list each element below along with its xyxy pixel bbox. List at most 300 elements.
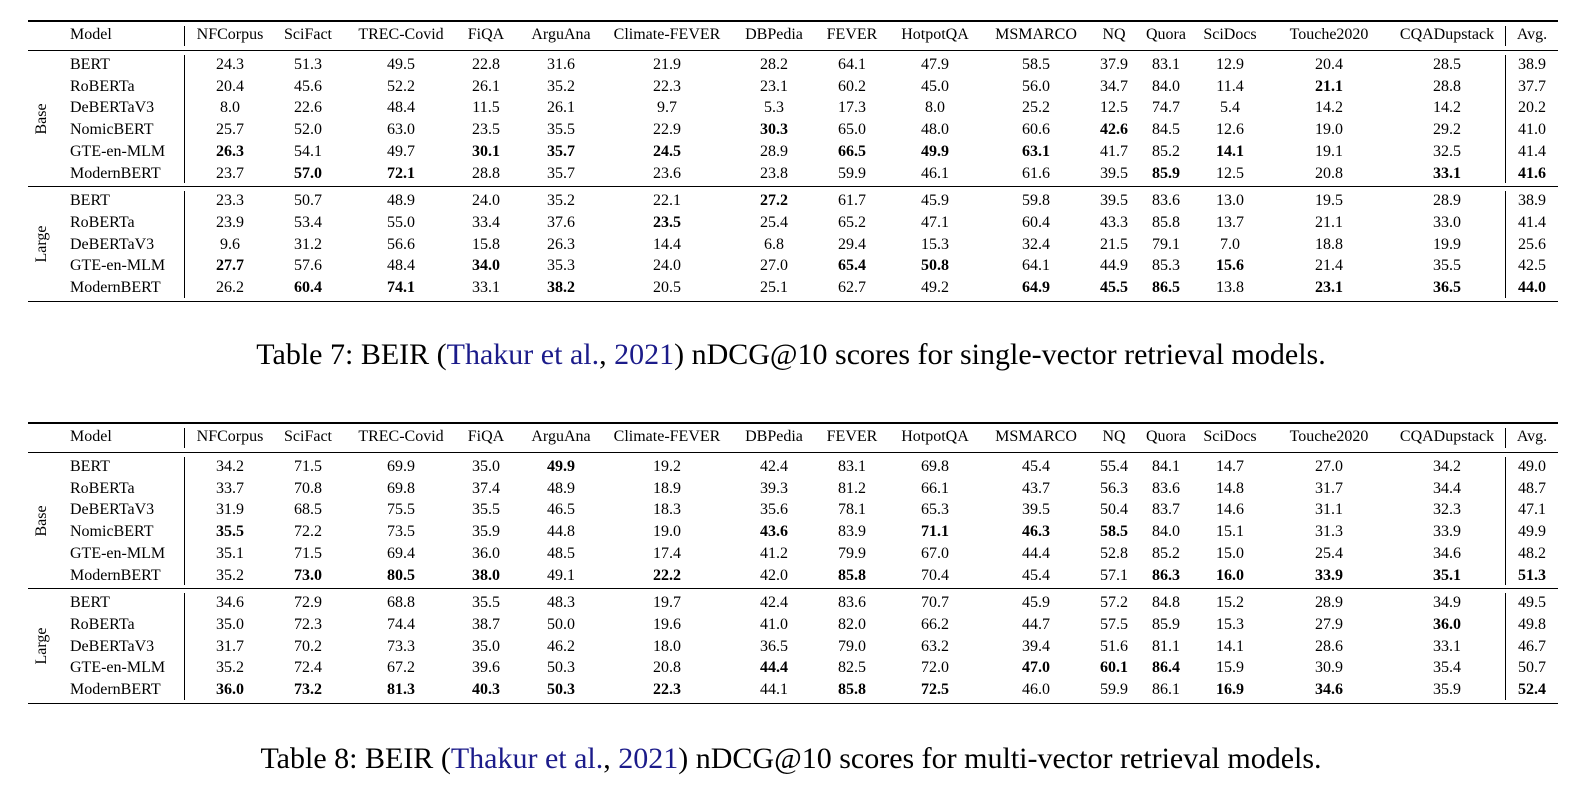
score-cell: 38.9 bbox=[1518, 192, 1546, 210]
score-cell: 46.2 bbox=[547, 637, 575, 655]
group-label bbox=[28, 54, 56, 184]
score-cell: 46.1 bbox=[921, 164, 949, 182]
score-cell: 85.2 bbox=[1152, 142, 1180, 160]
model-name: ModernBERT bbox=[70, 279, 161, 296]
score-cell: 45.4 bbox=[1022, 566, 1050, 584]
column-header: TREC-Covid bbox=[358, 26, 444, 43]
score-cell: 35.7 bbox=[547, 142, 575, 160]
score-cell: 25.7 bbox=[216, 121, 244, 139]
group-label-text: Base bbox=[33, 103, 50, 135]
score-cell: 20.8 bbox=[1315, 164, 1343, 182]
score-cell: 5.3 bbox=[764, 99, 784, 117]
score-cell: 84.0 bbox=[1152, 523, 1180, 541]
score-cell: 83.1 bbox=[838, 458, 866, 475]
score-cell: 44.4 bbox=[1022, 544, 1050, 562]
score-cell: 64.1 bbox=[1022, 257, 1050, 275]
table-rule bbox=[28, 301, 1558, 303]
score-cell: 61.7 bbox=[838, 192, 866, 210]
score-cell: 72.0 bbox=[921, 659, 949, 677]
score-cell: 56.0 bbox=[1022, 77, 1050, 95]
score-cell: 72.1 bbox=[387, 164, 415, 182]
score-cell: 45.9 bbox=[1022, 594, 1050, 612]
column-header: Avg. bbox=[1516, 428, 1548, 445]
score-cell: 26.3 bbox=[547, 235, 575, 253]
score-cell: 15.3 bbox=[1216, 615, 1244, 633]
column-header: ArguAna bbox=[531, 26, 591, 43]
score-cell: 84.1 bbox=[1152, 458, 1180, 475]
score-cell: 20.4 bbox=[216, 77, 244, 95]
score-cell: 51.3 bbox=[1518, 566, 1546, 584]
score-cell: 57.2 bbox=[1100, 594, 1128, 612]
score-cell: 55.0 bbox=[387, 213, 415, 231]
score-cell: 34.0 bbox=[472, 257, 500, 275]
score-cell: 63.0 bbox=[387, 121, 415, 139]
score-cell: 37.6 bbox=[547, 213, 575, 231]
score-cell: 74.7 bbox=[1152, 99, 1180, 117]
score-cell: 9.7 bbox=[657, 99, 677, 117]
score-cell: 48.2 bbox=[1518, 544, 1546, 562]
score-cell: 28.8 bbox=[1433, 77, 1461, 95]
score-cell: 81.3 bbox=[387, 681, 415, 698]
column-header: SciFact bbox=[284, 428, 332, 445]
score-cell: 20.8 bbox=[653, 659, 681, 677]
score-cell: 19.0 bbox=[1315, 121, 1343, 139]
score-cell: 86.4 bbox=[1152, 659, 1180, 677]
score-cell: 25.2 bbox=[1022, 99, 1050, 117]
score-cell: 74.1 bbox=[387, 279, 415, 296]
column-header: Quora bbox=[1146, 26, 1186, 43]
score-cell: 52.8 bbox=[1100, 544, 1128, 562]
score-cell: 39.6 bbox=[472, 659, 500, 677]
score-cell: 41.4 bbox=[1518, 213, 1546, 231]
score-cell: 38.0 bbox=[472, 566, 500, 584]
score-cell: 68.8 bbox=[387, 594, 415, 612]
score-cell: 45.9 bbox=[921, 192, 949, 210]
column-header: FiQA bbox=[467, 428, 505, 445]
score-cell: 80.5 bbox=[387, 566, 415, 584]
score-cell: 26.2 bbox=[216, 279, 244, 296]
score-cell: 8.0 bbox=[220, 99, 240, 117]
score-cell: 52.0 bbox=[294, 121, 322, 139]
score-cell: 22.2 bbox=[653, 566, 681, 584]
score-cell: 50.4 bbox=[1100, 501, 1128, 519]
score-cell: 12.5 bbox=[1216, 164, 1244, 182]
score-cell: 42.4 bbox=[760, 458, 788, 475]
score-cell: 43.3 bbox=[1100, 213, 1128, 231]
model-name: RoBERTa bbox=[70, 615, 135, 633]
group-label bbox=[28, 456, 56, 586]
column-header: DBPedia bbox=[745, 26, 803, 43]
table-row bbox=[28, 592, 1558, 614]
score-cell: 16.0 bbox=[1216, 566, 1244, 584]
score-cell: 63.2 bbox=[921, 637, 949, 655]
score-cell: 67.2 bbox=[387, 659, 415, 677]
score-cell: 12.6 bbox=[1216, 121, 1244, 139]
table-rule bbox=[28, 50, 1558, 51]
score-cell: 42.0 bbox=[760, 566, 788, 584]
score-cell: 35.9 bbox=[1433, 681, 1461, 698]
score-cell: 35.5 bbox=[1433, 257, 1461, 275]
citation-year-link[interactable]: 2021 bbox=[618, 742, 679, 775]
score-cell: 38.2 bbox=[547, 279, 575, 296]
score-cell: 45.4 bbox=[1022, 458, 1050, 475]
model-name: GTE-en-MLM bbox=[70, 659, 166, 677]
score-cell: 84.8 bbox=[1152, 594, 1180, 612]
score-cell: 35.5 bbox=[472, 501, 500, 519]
score-cell: 44.4 bbox=[760, 659, 788, 677]
group-label-text: Large bbox=[33, 627, 50, 665]
score-cell: 36.5 bbox=[1433, 279, 1461, 296]
score-cell: 15.6 bbox=[1216, 257, 1244, 275]
score-cell: 35.2 bbox=[547, 77, 575, 95]
column-divider bbox=[184, 26, 185, 46]
score-cell: 58.5 bbox=[1100, 523, 1128, 541]
score-cell: 41.0 bbox=[760, 615, 788, 633]
score-cell: 15.3 bbox=[921, 235, 949, 253]
score-cell: 23.5 bbox=[472, 121, 500, 139]
model-name: GTE-en-MLM bbox=[70, 544, 166, 562]
score-cell: 69.8 bbox=[921, 458, 949, 475]
model-name: GTE-en-MLM bbox=[70, 142, 166, 160]
column-header: HotpotQA bbox=[901, 26, 969, 43]
score-cell: 64.9 bbox=[1022, 279, 1050, 296]
citation-year-link[interactable]: 2021 bbox=[614, 338, 675, 371]
score-cell: 39.5 bbox=[1022, 501, 1050, 519]
score-cell: 41.7 bbox=[1100, 142, 1128, 160]
score-cell: 69.8 bbox=[387, 479, 415, 497]
score-cell: 30.9 bbox=[1315, 659, 1343, 677]
score-cell: 49.5 bbox=[387, 56, 415, 73]
table-rule bbox=[28, 20, 1558, 22]
score-cell: 21.9 bbox=[653, 56, 681, 73]
score-cell: 34.9 bbox=[1433, 594, 1461, 612]
score-cell: 31.6 bbox=[547, 56, 575, 73]
column-divider bbox=[184, 593, 185, 700]
table-row bbox=[28, 456, 1558, 478]
score-cell: 39.5 bbox=[1100, 192, 1128, 210]
score-cell: 36.5 bbox=[760, 637, 788, 655]
score-cell: 28.9 bbox=[760, 142, 788, 160]
score-cell: 36.0 bbox=[472, 544, 500, 562]
table-row bbox=[28, 499, 1558, 521]
score-cell: 34.4 bbox=[1433, 479, 1461, 497]
score-cell: 22.3 bbox=[653, 77, 681, 95]
score-cell: 22.1 bbox=[653, 192, 681, 210]
score-cell: 27.9 bbox=[1315, 615, 1343, 633]
score-cell: 49.1 bbox=[547, 566, 575, 584]
score-cell: 33.1 bbox=[1433, 637, 1461, 655]
model-name: RoBERTa bbox=[70, 77, 135, 95]
column-header: MSMARCO bbox=[995, 428, 1077, 445]
column-header: FEVER bbox=[826, 26, 878, 43]
score-cell: 23.7 bbox=[216, 164, 244, 182]
score-cell: 35.9 bbox=[472, 523, 500, 541]
score-cell: 67.0 bbox=[921, 544, 949, 562]
score-cell: 86.3 bbox=[1152, 566, 1180, 584]
score-cell: 14.8 bbox=[1216, 479, 1244, 497]
score-cell: 49.9 bbox=[921, 142, 949, 160]
score-cell: 33.9 bbox=[1433, 523, 1461, 541]
model-name: DeBERTaV3 bbox=[70, 501, 155, 519]
column-divider bbox=[1505, 457, 1506, 585]
score-cell: 85.3 bbox=[1152, 257, 1180, 275]
model-name: NomicBERT bbox=[70, 523, 154, 541]
score-cell: 37.9 bbox=[1100, 56, 1128, 73]
score-cell: 50.0 bbox=[547, 615, 575, 633]
score-cell: 14.2 bbox=[1433, 99, 1461, 117]
score-cell: 22.3 bbox=[653, 681, 681, 698]
column-header: TREC-Covid bbox=[358, 428, 444, 445]
score-cell: 60.4 bbox=[1022, 213, 1050, 231]
score-cell: 11.4 bbox=[1216, 77, 1244, 95]
score-cell: 33.9 bbox=[1315, 566, 1343, 584]
score-cell: 19.5 bbox=[1315, 192, 1343, 210]
table-row bbox=[28, 54, 1558, 76]
score-cell: 23.8 bbox=[760, 164, 788, 182]
score-cell: 31.7 bbox=[216, 637, 244, 655]
score-cell: 21.1 bbox=[1315, 77, 1343, 95]
model-name: RoBERTa bbox=[70, 479, 135, 497]
score-cell: 29.4 bbox=[838, 235, 866, 253]
score-cell: 34.7 bbox=[1100, 77, 1128, 95]
score-cell: 71.5 bbox=[294, 544, 322, 562]
score-cell: 59.8 bbox=[1022, 192, 1050, 210]
score-cell: 74.4 bbox=[387, 615, 415, 633]
column-header: NQ bbox=[1102, 428, 1126, 445]
score-cell: 15.2 bbox=[1216, 594, 1244, 612]
score-cell: 20.4 bbox=[1315, 56, 1343, 73]
score-cell: 32.4 bbox=[1022, 235, 1050, 253]
score-cell: 57.5 bbox=[1100, 615, 1128, 633]
score-cell: 49.9 bbox=[1518, 523, 1546, 541]
score-cell: 35.5 bbox=[472, 594, 500, 612]
score-cell: 79.1 bbox=[1152, 235, 1180, 253]
score-cell: 59.9 bbox=[838, 164, 866, 182]
score-cell: 21.4 bbox=[1315, 257, 1343, 275]
score-cell: 47.9 bbox=[921, 56, 949, 73]
score-cell: 83.6 bbox=[1152, 192, 1180, 210]
model-name: ModernBERT bbox=[70, 681, 161, 698]
score-cell: 15.8 bbox=[472, 235, 500, 253]
score-cell: 84.5 bbox=[1152, 121, 1180, 139]
table-row bbox=[28, 97, 1558, 119]
citation-author-link[interactable]: Thakur et al. bbox=[450, 742, 604, 775]
column-header: FiQA bbox=[467, 26, 505, 43]
score-cell: 41.0 bbox=[1518, 121, 1546, 139]
score-cell: 26.3 bbox=[216, 142, 244, 160]
column-header: Avg. bbox=[1516, 26, 1548, 43]
score-cell: 14.4 bbox=[653, 235, 681, 253]
score-cell: 71.5 bbox=[294, 458, 322, 475]
column-header: NFCorpus bbox=[196, 428, 264, 445]
score-cell: 17.4 bbox=[653, 544, 681, 562]
table-row bbox=[28, 521, 1558, 543]
score-cell: 35.0 bbox=[216, 615, 244, 633]
table-row bbox=[28, 657, 1558, 679]
model-name: BERT bbox=[70, 594, 110, 612]
score-cell: 83.9 bbox=[838, 523, 866, 541]
score-cell: 57.6 bbox=[294, 257, 322, 275]
table-7-caption bbox=[0, 338, 1582, 372]
score-cell: 65.3 bbox=[921, 501, 949, 519]
column-header: HotpotQA bbox=[901, 428, 969, 445]
table-row bbox=[28, 76, 1558, 98]
score-cell: 32.3 bbox=[1433, 501, 1461, 519]
column-header: NFCorpus bbox=[196, 26, 264, 43]
score-cell: 27.7 bbox=[216, 257, 244, 275]
score-cell: 68.5 bbox=[294, 501, 322, 519]
score-cell: 52.4 bbox=[1518, 681, 1546, 698]
score-cell: 19.9 bbox=[1433, 235, 1461, 253]
score-cell: 49.5 bbox=[1518, 594, 1546, 612]
score-cell: 12.9 bbox=[1216, 56, 1244, 73]
score-cell: 65.0 bbox=[838, 121, 866, 139]
score-cell: 26.1 bbox=[472, 77, 500, 95]
score-cell: 28.9 bbox=[1433, 192, 1461, 210]
score-cell: 85.8 bbox=[1152, 213, 1180, 231]
table-row bbox=[28, 119, 1558, 141]
score-cell: 60.6 bbox=[1022, 121, 1050, 139]
model-name: RoBERTa bbox=[70, 213, 135, 231]
score-cell: 51.6 bbox=[1100, 637, 1128, 655]
score-cell: 44.8 bbox=[547, 523, 575, 541]
score-cell: 48.0 bbox=[921, 121, 949, 139]
column-divider bbox=[1505, 55, 1506, 183]
score-cell: 40.3 bbox=[472, 681, 500, 698]
score-cell: 38.9 bbox=[1518, 56, 1546, 73]
score-cell: 39.4 bbox=[1022, 637, 1050, 655]
score-cell: 44.7 bbox=[1022, 615, 1050, 633]
score-cell: 33.1 bbox=[1433, 164, 1461, 182]
score-cell: 36.0 bbox=[216, 681, 244, 698]
header-row bbox=[28, 24, 1558, 46]
model-name: BERT bbox=[70, 56, 110, 73]
column-divider bbox=[184, 457, 185, 585]
score-cell: 22.8 bbox=[472, 56, 500, 73]
score-cell: 46.0 bbox=[1022, 681, 1050, 698]
score-cell: 71.1 bbox=[921, 523, 949, 541]
score-cell: 72.9 bbox=[294, 594, 322, 612]
score-cell: 28.6 bbox=[1315, 637, 1343, 655]
table-row bbox=[28, 478, 1558, 500]
column-divider bbox=[1505, 428, 1506, 448]
score-cell: 49.7 bbox=[387, 142, 415, 160]
score-cell: 14.7 bbox=[1216, 458, 1244, 475]
score-cell: 63.1 bbox=[1022, 142, 1050, 160]
score-cell: 35.2 bbox=[216, 659, 244, 677]
caption-prefix: Table 7: BEIR ( bbox=[256, 338, 447, 371]
score-cell: 59.9 bbox=[1100, 681, 1128, 698]
column-header: FEVER bbox=[826, 428, 878, 445]
column-header: SciFact bbox=[284, 26, 332, 43]
score-cell: 70.2 bbox=[294, 637, 322, 655]
score-cell: 69.4 bbox=[387, 544, 415, 562]
score-cell: 18.3 bbox=[653, 501, 681, 519]
score-cell: 31.2 bbox=[294, 235, 322, 253]
model-name: GTE-en-MLM bbox=[70, 257, 166, 275]
score-cell: 23.1 bbox=[760, 77, 788, 95]
table-row bbox=[28, 277, 1558, 299]
score-cell: 42.6 bbox=[1100, 121, 1128, 139]
score-cell: 82.0 bbox=[838, 615, 866, 633]
score-cell: 73.2 bbox=[294, 681, 322, 698]
score-cell: 6.8 bbox=[764, 235, 784, 253]
column-divider bbox=[1505, 26, 1506, 46]
column-header: SciDocs bbox=[1203, 26, 1257, 43]
model-name: DeBERTaV3 bbox=[70, 99, 155, 117]
score-cell: 48.5 bbox=[547, 544, 575, 562]
score-cell: 72.4 bbox=[294, 659, 322, 677]
score-cell: 60.1 bbox=[1100, 659, 1128, 677]
table-8-caption bbox=[0, 742, 1582, 776]
score-cell: 70.7 bbox=[921, 594, 949, 612]
score-cell: 41.2 bbox=[760, 544, 788, 562]
score-cell: 73.3 bbox=[387, 637, 415, 655]
score-cell: 30.3 bbox=[760, 121, 788, 139]
header-row bbox=[28, 426, 1558, 448]
score-cell: 35.1 bbox=[1433, 566, 1461, 584]
citation-author-link[interactable]: Thakur et al. bbox=[446, 338, 600, 371]
score-cell: 57.0 bbox=[294, 164, 322, 182]
score-cell: 46.3 bbox=[1022, 523, 1050, 541]
score-cell: 27.2 bbox=[760, 192, 788, 210]
score-cell: 22.6 bbox=[294, 99, 322, 117]
score-cell: 32.5 bbox=[1433, 142, 1461, 160]
column-header: Model bbox=[70, 26, 112, 43]
score-cell: 42.5 bbox=[1518, 257, 1546, 275]
score-cell: 27.0 bbox=[760, 257, 788, 275]
column-header: Climate-FEVER bbox=[613, 26, 721, 43]
column-header: Model bbox=[70, 428, 112, 445]
score-cell: 24.0 bbox=[653, 257, 681, 275]
score-cell: 18.0 bbox=[653, 637, 681, 655]
score-cell: 14.6 bbox=[1216, 501, 1244, 519]
score-cell: 15.1 bbox=[1216, 523, 1244, 541]
score-cell: 60.4 bbox=[294, 279, 322, 296]
model-name: DeBERTaV3 bbox=[70, 637, 155, 655]
score-cell: 35.2 bbox=[216, 566, 244, 584]
score-cell: 48.4 bbox=[387, 257, 415, 275]
table-row bbox=[28, 190, 1558, 212]
score-cell: 50.8 bbox=[921, 257, 949, 275]
score-cell: 34.2 bbox=[216, 458, 244, 475]
score-cell: 44.9 bbox=[1100, 257, 1128, 275]
score-cell: 73.0 bbox=[294, 566, 322, 584]
column-divider bbox=[184, 55, 185, 183]
model-name: DeBERTaV3 bbox=[70, 235, 155, 253]
score-cell: 14.2 bbox=[1315, 99, 1343, 117]
score-cell: 23.5 bbox=[653, 213, 681, 231]
score-cell: 44.0 bbox=[1518, 279, 1546, 296]
model-name: BERT bbox=[70, 458, 110, 475]
score-cell: 27.0 bbox=[1315, 458, 1343, 475]
score-cell: 58.5 bbox=[1022, 56, 1050, 73]
score-cell: 83.6 bbox=[838, 594, 866, 612]
score-cell: 28.2 bbox=[760, 56, 788, 73]
score-cell: 13.8 bbox=[1216, 279, 1244, 296]
score-cell: 79.0 bbox=[838, 637, 866, 655]
score-cell: 56.3 bbox=[1100, 479, 1128, 497]
score-cell: 26.1 bbox=[547, 99, 575, 117]
score-cell: 8.0 bbox=[925, 99, 945, 117]
score-cell: 85.9 bbox=[1152, 164, 1180, 182]
score-cell: 49.2 bbox=[921, 279, 949, 296]
score-cell: 75.5 bbox=[387, 501, 415, 519]
score-cell: 18.9 bbox=[653, 479, 681, 497]
table-row bbox=[28, 234, 1558, 256]
score-cell: 25.6 bbox=[1518, 235, 1546, 253]
score-cell: 34.6 bbox=[1315, 681, 1343, 698]
